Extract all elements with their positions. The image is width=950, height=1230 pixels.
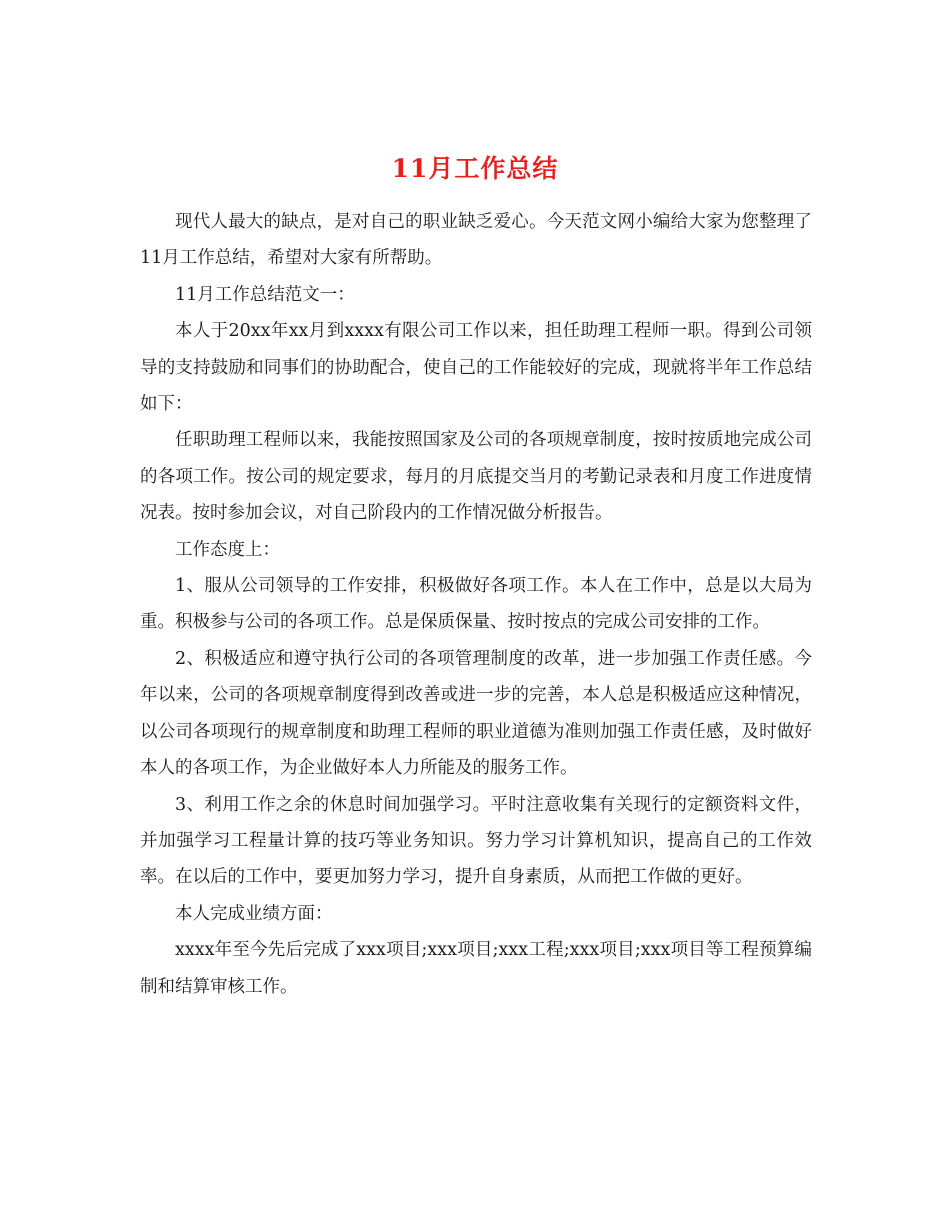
paragraph-achievements: xxxx年至今先后完成了xxx项目;xxx项目;xxx工程;xxx项目;xxx项目等工程预算编制和结算审核工作。 [140, 940, 812, 997]
document-body [140, 204, 812, 1005]
paragraph-heading-achievements: 本人完成业绩方面： [175, 903, 333, 924]
paragraph-employment: 本人于20xx年xx月到xxxx有限公司工作以来，担任助理工程师一职。得到公司领导的支持鼓励和同事们的协助配合，使自己的工作能较好的完成，现就将半年工作总结如下： [140, 321, 812, 415]
paragraph-heading-attitude: 工作态度上： [175, 539, 280, 560]
paragraph-heading-sample-one: 11月工作总结范文一： [175, 284, 355, 305]
paragraph-duties: 任职助理工程师以来，我能按照国家及公司的各项规章制度，按时按质地完成公司的各项工作。按公司的规定要求，每月的月底提交当月的考勤记录表和月度工作进度情况表。按时参加会议，对自己阶段内的工作情况做分析报告。 [140, 430, 812, 524]
paragraph-point-one: 1、服从公司领导的工作安排，积极做好各项工作。本人在工作中，总是以大局为重。积极参与公司的各项工作。总是保质保量、按时按点的完成公司安排的工作。 [140, 576, 812, 633]
paragraph-point-three: 3、利用工作之余的休息时间加强学习。平时注意收集有关现行的定额资料文件，并加强学习工程量计算的技巧等业务知识。努力学习计算机知识，提高自己的工作效率。在以后的工作中，要更加努力学习，提升自身素质，从而把工作做的更好。 [140, 794, 812, 888]
paragraph-point-two: 2、积极适应和遵守执行公司的各项管理制度的改革，进一步加强工作责任感。今年以来，公司的各项规章制度得到改善或进一步的完善，本人总是积极适应这种情况，以公司各项现行的规章制度和助理工程师的职业道德为准则加强工作责任感，及时做好本人的各项工作，为企业做好本人力所能及的服务工作。 [140, 648, 812, 779]
paragraph-intro: 现代人最大的缺点，是对自己的职业缺乏爱心。今天范文网小编给大家为您整理了11月工作总结，希望对大家有所帮助。 [140, 212, 812, 269]
document-title: 11月工作总结 [391, 153, 559, 183]
